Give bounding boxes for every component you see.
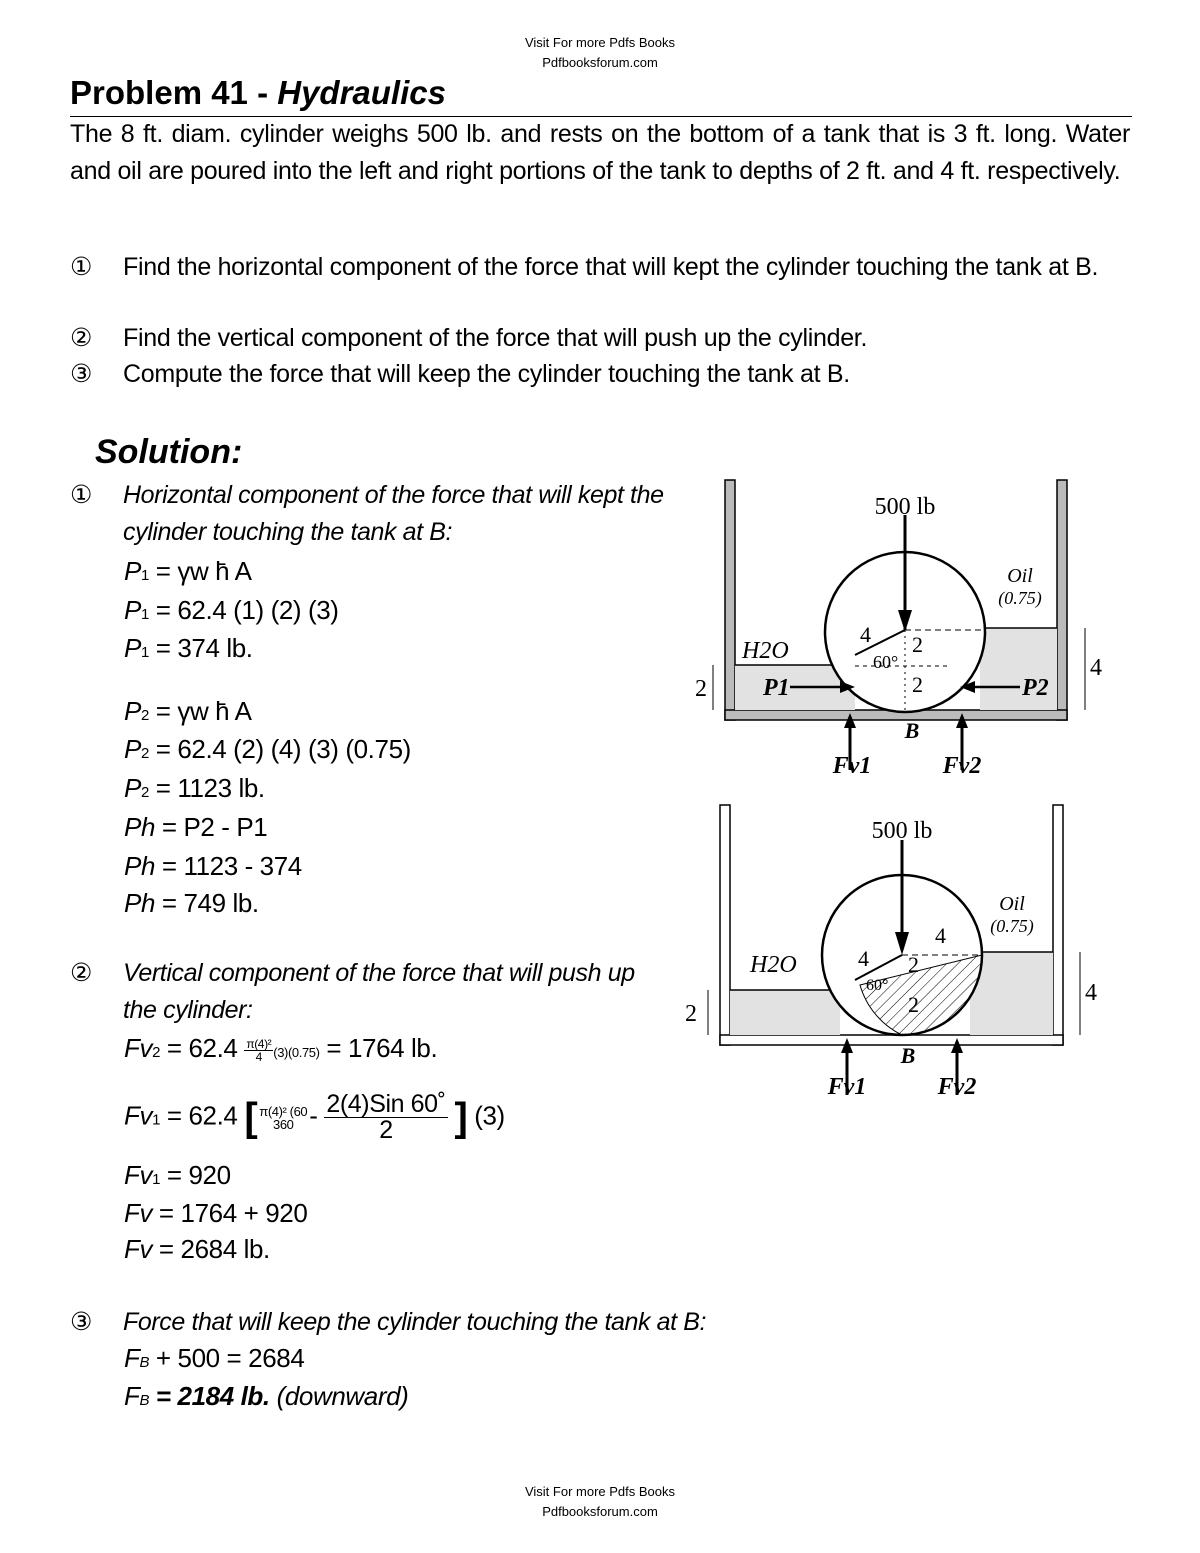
eq-fv-b: Fv = 2684 lb. — [124, 1234, 270, 1264]
half-label-bottom: 2 — [912, 672, 923, 697]
question-1 — [70, 249, 1132, 285]
eq-ph-a: Ph = P2 - P1 — [124, 812, 268, 842]
question-text: Compute the force that will keep the cylinder touching the tank at B. — [123, 360, 850, 388]
half-label-top: 2 — [908, 952, 919, 977]
part-number: ③ — [70, 1308, 93, 1336]
title-topic: Hydraulics — [277, 74, 446, 111]
tank-diagram-2 — [680, 800, 1120, 1110]
problem-statement: The 8 ft. diam. cylinder weighs 500 lb. and rests on the bottom of a tank that is 3 ft. long. Water and oil are poured into the left and right portions of the tank to depths of 2 ft. and 4 ft. respectively. — [70, 120, 1130, 185]
b-label: B — [900, 1043, 916, 1068]
radius-label-top: 4 — [935, 923, 946, 948]
eq-fb-b: FB = 2184 lb. (downward) — [124, 1381, 409, 1411]
footer-line1: Visit For more Pdfs Books — [524, 1484, 676, 1499]
p1-label: P1 — [763, 675, 790, 701]
question-3 — [70, 356, 1132, 392]
solution-heading: Solution: — [95, 433, 243, 471]
oil-label: Oil — [1007, 565, 1033, 587]
water-label: H2O — [742, 638, 789, 664]
fv1-label: Fv1 — [827, 1074, 867, 1100]
eq-p2-b: P2 = 62.4 (2) (4) (3) (0.75) — [124, 734, 411, 764]
tank-diagram-1 — [680, 470, 1120, 790]
eq-fv-a: Fv = 1764 + 920 — [124, 1198, 308, 1228]
question-text: Find the vertical component of the force that will push up the cylinder. — [123, 324, 868, 352]
eq-p1-b: P1 = 62.4 (1) (2) (3) — [124, 595, 339, 625]
eq-fv1: Fv1 = 62.4 [ π(4)² (60 360 - $\frac{\text{2(4)Sin 60˚}}{2}$ ] (3) — [124, 1090, 505, 1144]
dim-right: 4 — [1085, 980, 1097, 1006]
footer-line2: Pdfbooksforum.com — [542, 1504, 658, 1519]
eq-p2-a: P2 = γw h̄ A — [124, 696, 252, 726]
oil-sg-label: (0.75) — [998, 588, 1042, 608]
weight-label: 500 lb — [874, 494, 936, 520]
question-text: Find the horizontal component of the force that will kept the cylinder touching the tank at B. — [123, 253, 1099, 281]
fv1-label: Fv1 — [832, 753, 872, 779]
angle-label: 60° — [866, 977, 889, 994]
question-number: ③ — [70, 360, 93, 388]
header-line2: Pdfbooksforum.com — [542, 55, 658, 70]
half-label-top: 2 — [912, 632, 923, 657]
part-number: ① — [70, 481, 93, 509]
title-prefix: Problem 41 - — [70, 74, 278, 111]
p2-label: P2 — [1022, 675, 1049, 701]
dim-right: 4 — [1090, 655, 1102, 681]
eq-ph-c: Ph = 749 lb. — [124, 888, 259, 918]
water-label: H2O — [750, 952, 797, 978]
b-label: B — [904, 718, 920, 743]
header-line1: Visit For more Pdfs Books — [524, 35, 676, 50]
part-2-heading — [70, 955, 670, 1029]
eq-p2-c: P2 = 1123 lb. — [124, 773, 265, 803]
eq-fv2: Fv2 = 62.4 $\frac{\text{π(4)²}}{4}$ (3)(0.75) = 1764 lb. — [124, 1033, 438, 1064]
footer — [0, 1482, 1200, 1522]
fv2-label: Fv2 — [942, 753, 982, 779]
part-3-heading — [70, 1304, 830, 1341]
radius-label: 4 — [858, 946, 869, 971]
question-number: ② — [70, 324, 93, 352]
part-heading-text: Force that will keep the cylinder touching the tank at B: — [123, 1308, 707, 1336]
eq-fb-a: FB + 500 = 2684 — [124, 1343, 305, 1373]
eq-p1-c: P1 = 374 lb. — [124, 633, 253, 663]
eq-p1-a: P1 = γw h̄ A — [124, 556, 252, 586]
part-number: ② — [70, 959, 93, 987]
dim-left: 2 — [695, 676, 707, 702]
oil-label: Oil — [999, 893, 1025, 915]
angle-label: 60° — [873, 652, 899, 672]
fv2-label: Fv2 — [937, 1074, 977, 1100]
header — [0, 33, 1200, 73]
radius-label: 4 — [860, 622, 871, 647]
eq-fv1-result: Fv1 = 920 — [124, 1160, 231, 1190]
question-number: ① — [70, 253, 93, 281]
dim-left: 2 — [685, 1001, 697, 1027]
question-2 — [70, 320, 1132, 356]
weight-label: 500 lb — [871, 818, 933, 844]
part-1-heading — [70, 477, 670, 551]
part-heading-text: Horizontal component of the force that will kept the cylinder touching the tank at B: — [123, 481, 664, 546]
half-label-bottom: 2 — [908, 992, 919, 1017]
page-title — [70, 72, 1132, 117]
oil-sg-label: (0.75) — [990, 916, 1034, 936]
eq-ph-b: Ph = 1123 - 374 — [124, 851, 302, 881]
part-heading-text: Vertical component of the force that will push up the cylinder: — [123, 959, 635, 1024]
